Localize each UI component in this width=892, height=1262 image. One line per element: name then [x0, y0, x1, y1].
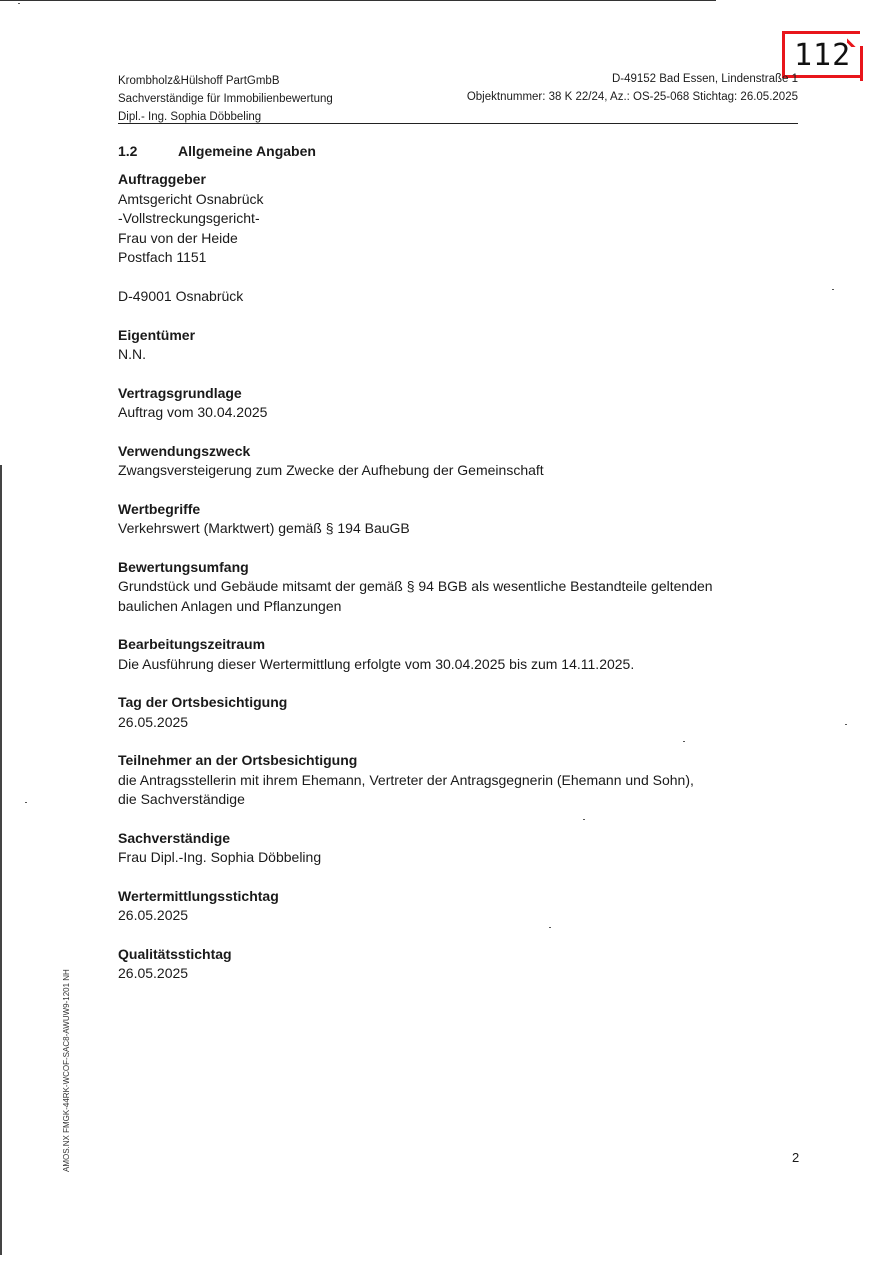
section-title: Allgemeine Angaben: [178, 143, 316, 159]
info-block: [118, 326, 818, 365]
scan-speck: [549, 927, 551, 928]
scan-speck: [845, 724, 847, 725]
info-label: Vertragsgrundlage: [118, 384, 242, 401]
header-left: [118, 72, 333, 126]
scan-speck: [583, 819, 585, 820]
info-block: [118, 442, 818, 481]
info-value-line: die Sachverständige: [118, 791, 245, 807]
info-label: Tag der Ortsbesichtigung: [118, 694, 288, 710]
header-object-number: Objektnummer: 38 K 22/24, Az.: OS-25-068 Stichtag: 26.05.2025: [466, 91, 798, 103]
info-block: [118, 945, 818, 984]
info-value-line: Frau Dipl.-Ing. Sophia Döbbeling: [118, 849, 322, 865]
stamp-number: 112: [794, 38, 852, 73]
info-label: Eigentümer: [118, 326, 196, 343]
document-id-code: AMOS.NX FMGK-44RK-WCOF-SAC8-AWUW9-1201 NH: [62, 969, 71, 1172]
info-value-line: 26.05.2025: [118, 907, 189, 923]
info-label: Verwendungszweck: [118, 442, 251, 459]
info-value-line: die Antragsstellerin mit ihrem Ehemann, Vertreter der Antragsgegnerin (Ehemann und Sohn),: [118, 771, 694, 788]
info-value-line: baulichen Anlagen und Pflanzungen: [118, 597, 342, 614]
info-value-line: D-49001 Osnabrück: [118, 288, 244, 304]
info-block: [118, 500, 818, 539]
info-block: [118, 558, 818, 617]
scan-speck: [683, 741, 685, 742]
info-block: [118, 635, 818, 674]
header-firm: Krombholz&Hülshoff PartGmbB: [118, 75, 280, 87]
top-edge-line: [0, 0, 716, 1]
info-label: Wertbegriffe: [118, 500, 201, 517]
info-label: Auftraggeber: [118, 171, 206, 187]
info-label: Sachverständige: [118, 829, 231, 846]
info-value-line: Frau von der Heide: [118, 229, 238, 246]
scan-edge-line: [0, 465, 2, 1255]
info-value-line: 26.05.2025: [118, 965, 189, 981]
info-block: [118, 170, 818, 307]
header-author: Dipl.- Ing. Sophia Döbbeling: [118, 111, 262, 123]
info-block: [118, 829, 818, 868]
scan-speck: [18, 3, 20, 4]
info-label: Teilnehmer an der Ortsbesichtigung: [118, 752, 358, 768]
info-label: Bearbeitungszeitraum: [118, 636, 266, 652]
info-value-line: Postfach 1151: [118, 249, 207, 265]
info-value-line: Auftrag vom 30.04.2025: [118, 404, 268, 420]
section-number: 1.2: [118, 143, 138, 159]
header-profession: Sachverständige für Immobilienbewertung: [118, 93, 333, 105]
section-heading: [118, 143, 316, 159]
info-label: Bewertungsumfang: [118, 558, 249, 575]
info-value-line: Die Ausführung dieser Wertermittlung erfolgte vom 30.04.2025 bis zum 14.11.2025.: [118, 655, 635, 672]
info-block: [118, 887, 818, 926]
info-value-line: Zwangsversteigerung zum Zwecke der Aufhebung der Gemeinschaft: [118, 462, 544, 478]
info-block: [118, 751, 818, 810]
info-value-line: Verkehrswert (Marktwert) gemäß § 194 BauGB: [118, 520, 410, 536]
info-label: Wertermittlungsstichtag: [118, 887, 279, 904]
header-address: D-49152 Bad Essen, Lindenstraße 1: [611, 73, 798, 85]
info-value-line: [118, 268, 818, 288]
scan-speck: [832, 289, 834, 290]
info-value-line: Amtsgericht Osnabrück: [118, 190, 264, 207]
page-number: 2: [792, 1150, 800, 1165]
header-right: [467, 70, 798, 106]
general-info-content: [118, 170, 818, 1003]
header-divider: [118, 123, 798, 124]
scan-speck: [25, 802, 27, 803]
info-label: Qualitätsstichtag: [118, 945, 232, 962]
info-value-line: -Vollstreckungsgericht-: [118, 210, 260, 226]
info-value-line: 26.05.2025: [118, 713, 189, 730]
info-block: [118, 693, 818, 732]
info-value-line: N.N.: [118, 346, 146, 362]
info-block: [118, 384, 818, 423]
info-value-line: Grundstück und Gebäude mitsamt der gemäß § 94 BGB als wesentliche Bestandteile geltenden: [118, 578, 713, 594]
stamp-right-edge: [860, 46, 863, 81]
